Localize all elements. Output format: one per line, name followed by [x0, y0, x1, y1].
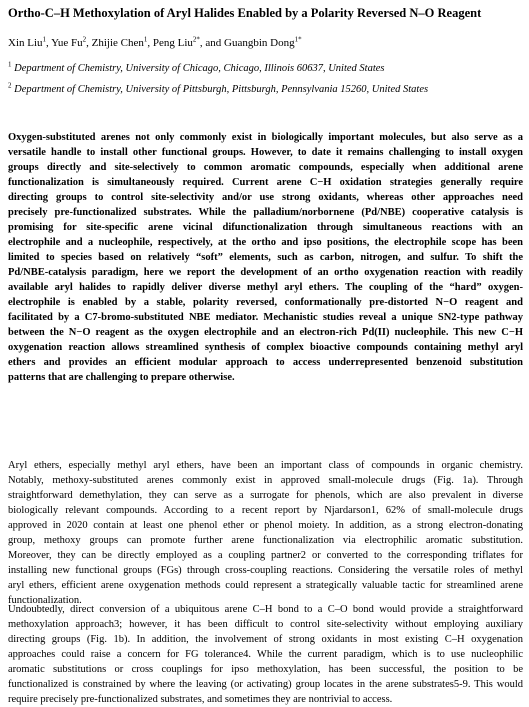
author-name: Peng Liu — [152, 37, 193, 49]
author-name: Xin Liu — [8, 37, 43, 49]
text-line: functionalization is simultaneously required. Current arene C−H oxidation strategies generally require — [8, 177, 523, 188]
text-line: oxygenation reaction allows streamlined synthesis of complex bioactive compounds containing methyl aryl — [8, 342, 523, 353]
text-line: available aryl halides to rapidly deliver diverse methyl aryl ethers. The coupling of the “hard” oxygen- — [8, 282, 523, 293]
text-line: ethers and provides an efficient modular approach to access underrepresented benzenoid substitution — [8, 357, 523, 368]
author-separator: , — [86, 37, 92, 49]
text-line: straightforward demethylation, they can serve as a surrogate for phenols, which are also prevalent in diverse — [8, 490, 523, 501]
text-line: Moreover, they can be directly employed as a coupling partner2 or converted to the corresponding triflates for — [8, 550, 523, 561]
text-line: functionalization. — [8, 595, 82, 606]
text-line: require precisely pre-functionalized substrates, and sometimes they are nontrivial to access. — [8, 694, 393, 705]
text-line: directing groups (Fig. 1b). In addition, the involvement of strong oxidants in most existing C–H oxygenation — [8, 634, 523, 645]
text-line: methoxylation approach3; however, it has been difficult to control site-selectivity without employing auxiliary — [8, 619, 523, 630]
text-line: group, methoxy groups can promote further arene functionalization via electrophilic aromatic substitution. — [8, 535, 523, 546]
text-line: functionalized is constrained by where the leaving (or activating) group locates in the arene substrates5-9. This would — [8, 679, 523, 690]
text-line: promising for site-specific arene vicinal difunctionalization through simultaneous reactions with an — [8, 222, 523, 233]
author-separator: , — [46, 37, 52, 49]
affiliation-2 — [8, 81, 429, 95]
text-line: between the N−O reagent as the oxygen electrophile and an electron-rich Pd(II) nucleophile. This new C−H — [8, 327, 523, 338]
text-line: installing new functional groups (FGs) through cross-coupling reactions. Considering the versatile roles of methyl — [8, 565, 523, 576]
affiliation-text: Department of Chemistry, University of Chicago, Chicago, Illinois 60637, United States — [14, 63, 385, 74]
author-affil-marker: 1* — [294, 35, 302, 44]
text-line: patterns that are challenging to prepare otherwise. — [8, 372, 235, 383]
author-affil-marker: 1 — [143, 35, 148, 44]
text-line: Pd/NBE-catalysis paradigm, here we report the development of an ortho oxygenation reaction with readily — [8, 267, 523, 278]
text-line: aromatic substitutions or cross couplings for ipso methoxylation, has been successful, the position to be — [8, 664, 523, 675]
text-line: limited to species based on relatively “soft” elements, such as carbon, nitrogen, and sulfur. To shift the — [8, 252, 523, 263]
text-line: electrophile is enabled by a stable, polarity reversed, conformationally pre-distorted N−O reagent and — [8, 297, 523, 308]
text-line: Oxygen-substituted arenes not only commonly exist in biologically important molecules, but also serve as a — [8, 132, 523, 143]
author-name: Zhijie Chen — [91, 37, 144, 49]
text-line: approaches could raise a concern for FG tolerance4. While the current paradigm, which is to use nucleophilic — [8, 649, 523, 660]
text-line: directing groups to control site-selectivity and/or use strong oxidants, whereas other approaches need — [8, 192, 523, 203]
author-affil-marker: 2 — [82, 35, 87, 44]
affiliation-marker: 1 — [8, 60, 12, 69]
author-separator: , and — [199, 37, 225, 49]
paper-title: Ortho-C–H Methoxylation of Aryl Halides Enabled by a Polarity Reversed N–O Reagent — [8, 6, 482, 20]
body-paragraph-2 — [8, 602, 523, 707]
abstract — [8, 130, 523, 385]
author-name: Yue Fu — [51, 37, 83, 49]
text-line: approved in 2020 contain at least one phenol ether or phenol moiety. In addition, as a strong electron-donating — [8, 520, 523, 531]
text-line: facilitated by a C7-bromo-substituted NBE mediator. Mechanistic studies reveal a unique SN2-type pathway — [8, 312, 523, 323]
body-paragraph-1 — [8, 458, 523, 608]
text-line: versatile handle to install other functional groups. However, to date it remains challenging to install oxygen — [8, 147, 523, 158]
affiliation-text: Department of Chemistry, University of Pittsburgh, Pittsburgh, Pennsylvania 15260, United States — [14, 84, 429, 95]
author-affil-marker: 2* — [192, 35, 200, 44]
affiliation-marker: 2 — [8, 81, 12, 90]
text-line: groups directly and site-selectively to common aromatic compounds, especially when additional arene — [8, 162, 523, 173]
author-name: Guangbin Dong — [224, 37, 295, 49]
affiliation-1 — [8, 60, 385, 74]
text-line: Aryl ethers, especially methyl aryl ethers, have been an important class of compounds in organic chemistry. — [8, 460, 523, 471]
author-separator: , — [147, 37, 153, 49]
text-line: electrophile and a nucleophile, respectively, at the ortho and ipso positions, the electrophile scope has been — [8, 237, 523, 248]
text-line: aryl ethers, efficient arene oxygenation methods could represent a strategically valuable tactic for streamlined arene — [8, 580, 523, 591]
text-line: Notably, methoxy-substituted arenes commonly exist in approved small-molecule drugs (Fig. 1a). Through — [8, 475, 523, 486]
text-line: Undoubtedly, direct conversion of a ubiquitous arene C–H bond to a C–O bond would provide a straightforward — [8, 604, 523, 615]
author-affil-marker: 1 — [42, 35, 47, 44]
text-line: precisely pre-functionalized substrates. While the palladium/norbornene (Pd/NBE) cooperative catalysis is — [8, 207, 523, 218]
author-list — [8, 37, 302, 49]
text-line: biologically relevant compounds. According to a recent report by Njardarson1, 62% of small-molecule drugs — [8, 505, 523, 516]
